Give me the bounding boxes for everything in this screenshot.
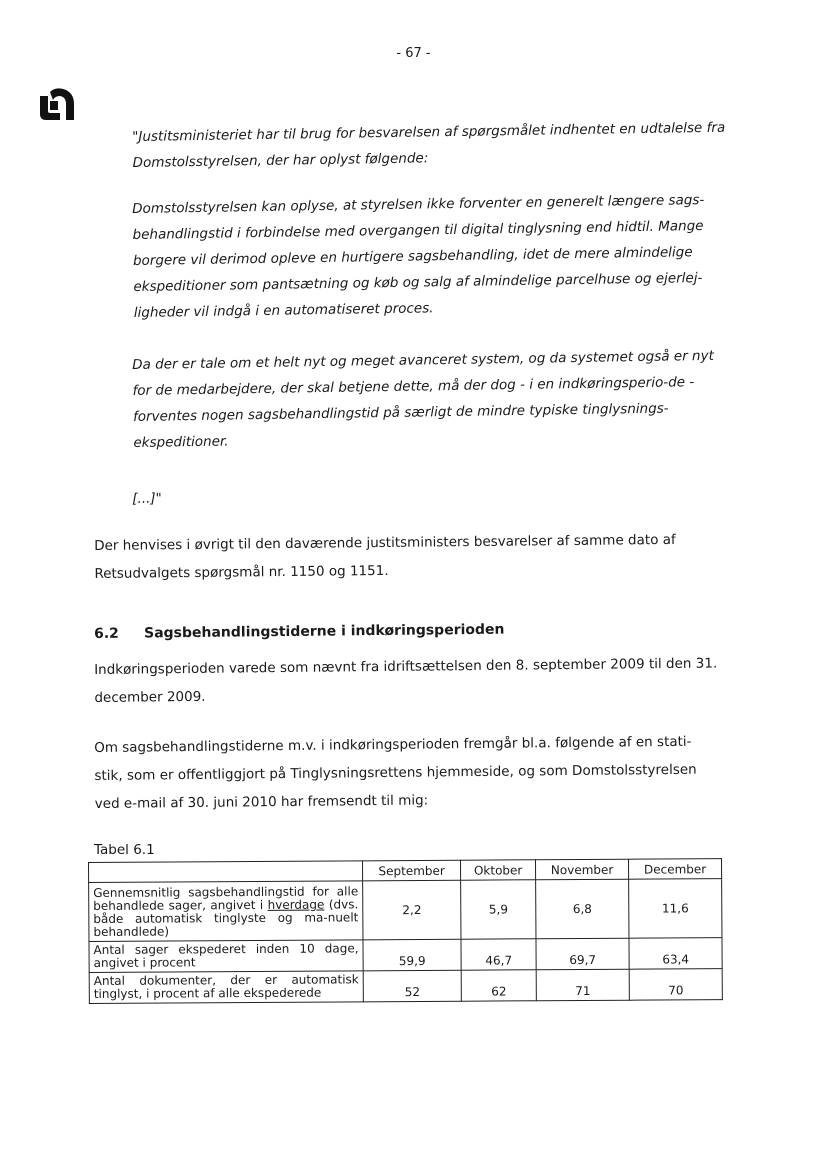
table-cell: 6,8 [536,879,629,939]
table-cell: 62 [461,970,536,1001]
table-row [89,938,722,973]
table-row [89,969,722,1004]
folketinget-logo-icon [36,84,78,122]
body-paragraph-reference: Der henvises i øvrigt til den daværende justitsministers besvarelser af samme dato af Retsudvalgets spørgsmål nr. 1150 og 1151. [94,531,676,582]
table-cell: 5,9 [461,880,536,939]
table-header-oktober: Oktober [461,860,536,880]
label-text: Gennemsnitlig sagsbehandlingstid for alle behandlede sager, angivet i [93,884,359,913]
label-underlined-text: hverdage [267,897,325,912]
table-caption: Tabel 6.1 [94,842,155,858]
table-cell: 69,7 [536,938,629,970]
page-number: - 67 - [396,46,431,61]
table-cell: 71 [536,969,629,1001]
table-cell: 70 [629,969,722,1001]
table-row-label: Antal dokumenter, der er automatisk tinglyst, i procent af alle ekspederede [89,971,363,1004]
quote-paragraph-intro: "Justitsministeriet har til brug for besvarelsen af spørgsmålet indhentet en udtalelse fra Domstolsstyrelsen, der har oplyst følgende: [132,119,726,171]
quote-ellipsis: [...]" [132,490,162,507]
body-paragraph-period: Indkøringsperioden varede som nævnt fra idriftsættelsen den 8. september 2009 til den 31. december 2009. [94,655,718,706]
table-cell: 2,2 [363,880,462,940]
label-text-after: (dvs. både automatisk tinglyste og ma-nuelt behandlede) [93,897,359,939]
table-cell: 11,6 [629,879,722,939]
table-header-september: September [362,860,460,881]
table-header-december: December [629,859,722,880]
table-row-label [89,881,363,942]
table-header-empty [89,861,363,883]
quote-paragraph-expectation: Domstolsstyrelsen kan oplyse, at styrelsen ikke forventer en generelt længere sags-behandlingstid i forbindelse med overgangen til digital tinglysning end hidtil. Mange borgere vil derimod opleve en hurtigere sagsbehandling, idet de mere almindelige ekspeditioner som pantsætning og køb og salg af almindelige parcelhuse og ejerlej-ligheder vil indgå i en automatiseret proces. [132,192,705,321]
table-row [89,879,722,942]
table-header-november: November [535,859,628,880]
table-cell: 63,4 [629,938,722,970]
table-cell: 46,7 [461,939,536,970]
section-heading [94,620,714,642]
table-cell: 52 [363,970,461,1002]
section-number: 6.2 [94,625,119,642]
quote-paragraph-new-system: Da der er tale om et helt nyt og meget avanceret system, og da systemet også er nyt for de medarbejdere, der skal betjene dette, må der dog - i en indkøringsperio-de - forventes nogen sagsbehandlingstid på særligt de mindre typiske tinglysnings-ekspeditioner. [132,347,714,451]
table-row-label: Antal sager ekspederet inden 10 dage, angivet i procent [89,940,363,973]
statistics-table [88,858,723,1004]
section-title: Sagsbehandlingstiderne i indkøringsperioden [143,621,505,642]
table-cell: 59,9 [363,939,461,971]
body-paragraph-statistics: Om sagsbehandlingstiderne m.v. i indkøringsperioden fremgår bl.a. følgende af en stati-stik, som er offentliggjort på Tinglysningsrettens hjemmeside, og som Domstolsstyrelsen ved e-mail af 30. juni 2010 har fremsendt til mig: [94,733,697,812]
